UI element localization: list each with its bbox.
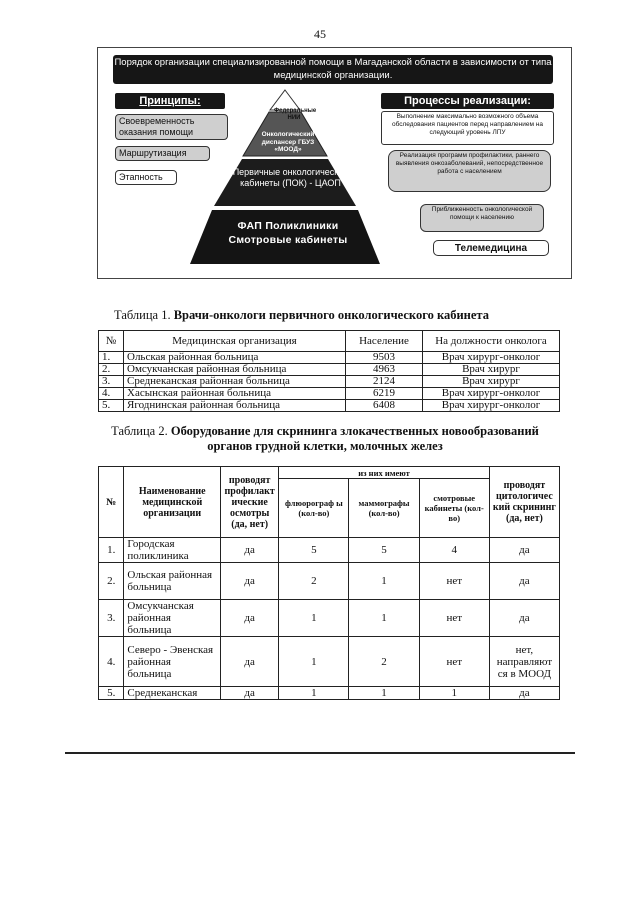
process-examination: Выполнение максимально возможного объема обследования пациентов перед направлением на следующий уровень ЛПУ [381, 111, 554, 145]
row-organization: Омсукчанская районная больница [124, 600, 221, 637]
row-fluorographs: 2 [279, 563, 349, 600]
table-row [99, 364, 560, 376]
row-organization: Ягоднинская районная больница [124, 400, 346, 412]
table-row [99, 687, 560, 700]
table1-caption-prefix: Таблица 1. [114, 308, 171, 322]
table-row [99, 538, 560, 563]
row-cytology: нет, направляют ся в МООД [489, 637, 559, 687]
principle-staging: Этапность [115, 170, 177, 185]
row-number: 5. [99, 687, 124, 700]
principle-timeliness: Своевременность оказания помощи [115, 114, 228, 140]
table-row [99, 376, 560, 388]
row-prevention: да [221, 538, 279, 563]
row-number: 1. [99, 538, 124, 563]
row-exam-rooms: нет [419, 563, 489, 600]
row-position: Врач хирург [423, 376, 560, 388]
row-organization: Омсукчанская районная больница [124, 364, 346, 376]
table-row [99, 400, 560, 412]
organization-diagram [97, 47, 572, 279]
table1-caption-title: Врачи-онкологи первичного онкологического кабинета [173, 308, 489, 322]
row-position: Врач хирург-онколог [423, 352, 560, 364]
row-organization: Ольская районная больница [124, 563, 221, 600]
row-organization: Хасынская районная больница [124, 388, 346, 400]
row-position: Врач хирург [423, 364, 560, 376]
row-mammographs: 2 [349, 637, 419, 687]
table-row [99, 600, 560, 637]
row-exam-rooms: нет [419, 637, 489, 687]
row-prevention: да [221, 563, 279, 600]
col-exam-room-header: смотровые кабинеты (кол-во) [419, 479, 489, 538]
table2-caption-prefix: Таблица 2. [111, 424, 168, 438]
row-cytology: да [489, 563, 559, 600]
col-organization-header: Наименование медицинской организации [124, 467, 221, 538]
principles-heading: Принципы: [115, 93, 225, 109]
process-telemedicine: Телемедицина [433, 240, 549, 256]
table-header-row [99, 467, 560, 479]
row-population: 6219 [346, 388, 423, 400]
row-position: Врач хирург-онколог [423, 388, 560, 400]
diagram-title: Порядок организации специализированной помощи в Магаданской области в зависимости от типа медицинской организации. [113, 55, 553, 84]
row-prevention: да [221, 687, 279, 700]
col-population-header: Население [346, 331, 423, 352]
row-number: 4. [99, 388, 124, 400]
row-fluorographs: 5 [279, 538, 349, 563]
processes-heading: Процессы реализации: [381, 93, 554, 109]
row-organization: Городская поликлиника [124, 538, 221, 563]
row-mammographs: 5 [349, 538, 419, 563]
row-organization: Северо - Эвенская районная больница [124, 637, 221, 687]
row-population: 9503 [346, 352, 423, 364]
row-number: 2. [99, 364, 124, 376]
row-mammographs: 1 [349, 687, 419, 700]
oncologists-table [98, 330, 560, 412]
col-number-header: № [99, 331, 124, 352]
row-number: 5. [99, 400, 124, 412]
row-fluorographs: 1 [279, 637, 349, 687]
row-mammographs: 1 [349, 600, 419, 637]
pyramid-label-primary-cabinets: Первичные онкологические кабинеты (ПОК) - ЦАОП [232, 167, 349, 188]
table2-caption [90, 424, 560, 454]
row-number: 3. [99, 600, 124, 637]
row-exam-rooms: 4 [419, 538, 489, 563]
row-position: Врач хирург-онколог [423, 400, 560, 412]
row-prevention: да [221, 637, 279, 687]
row-cytology: да [489, 600, 559, 637]
col-organization-header: Медицинская организация [124, 331, 346, 352]
footer-divider [65, 752, 575, 754]
row-prevention: да [221, 600, 279, 637]
screening-equipment-table [98, 466, 560, 700]
row-organization: Среднеканская [124, 687, 221, 700]
col-number-header: № [99, 467, 124, 538]
row-exam-rooms: нет [419, 600, 489, 637]
col-mammograph-header: маммографы (кол-во) [349, 479, 419, 538]
table-header-row [99, 331, 560, 352]
row-cytology: да [489, 538, 559, 563]
col-fluorograph-header: флюорограф ы (кол-во) [279, 479, 349, 538]
row-number: 3. [99, 376, 124, 388]
table-row [99, 637, 560, 687]
table-row [99, 352, 560, 364]
col-position-header: На должности онколога [423, 331, 560, 352]
row-population: 6408 [346, 400, 423, 412]
row-mammographs: 1 [349, 563, 419, 600]
col-group-header: из них имеют [279, 467, 490, 479]
table1-caption [114, 308, 594, 323]
pyramid-label-dispensary: Онкологический диспансер ГБУЗ «МООД» [261, 131, 315, 153]
row-number: 2. [99, 563, 124, 600]
row-exam-rooms: 1 [419, 687, 489, 700]
row-fluorographs: 1 [279, 600, 349, 637]
process-prevention: Реализация программ профилактики, раннего выявления онкозаболеваний, непосредственное работа с населением [388, 150, 551, 192]
table-row [99, 388, 560, 400]
row-cytology: да [489, 687, 559, 700]
principle-routing: Маршрутизация [115, 146, 210, 161]
page-number: 45 [314, 27, 326, 41]
row-fluorographs: 1 [279, 687, 349, 700]
row-organization: Среднеканская районная больница [124, 376, 346, 388]
process-proximity: Приближенность онкологической помощи к населению [420, 204, 544, 232]
row-number: 1. [99, 352, 124, 364]
table-row [99, 563, 560, 600]
table2-caption-title: Оборудование для скрининга злокачественных новообразований органов грудной клетки, молочных желез [170, 424, 539, 453]
row-population: 4963 [346, 364, 423, 376]
col-prevention-header: проводят профилакт ические осмотры (да, нет) [221, 467, 279, 538]
pyramid-label-fap: ФАП Поликлиники Смотровые кабинеты [228, 220, 348, 246]
row-organization: Ольская районная больница [124, 352, 346, 364]
pyramid-label-federal: Федеральные НИИ [274, 108, 317, 121]
row-population: 2124 [346, 376, 423, 388]
col-cytology-header: проводят цитологичес кий скрининг (да, нет) [489, 467, 559, 538]
row-number: 4. [99, 637, 124, 687]
pyramid-level-federal [270, 90, 300, 110]
